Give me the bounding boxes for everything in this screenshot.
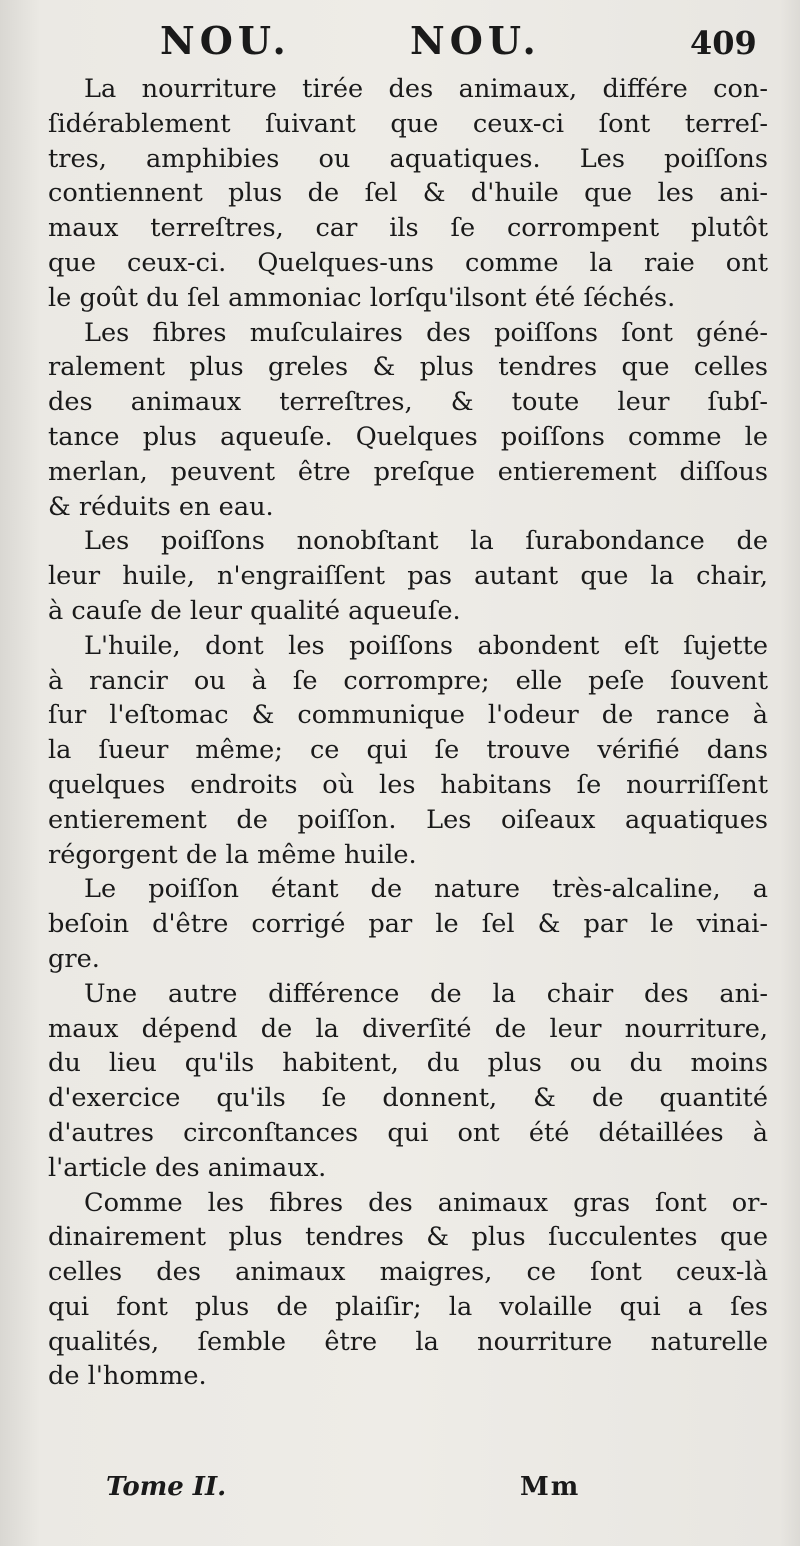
text-line: du lieu qu'ils habitent, du plus ou du moins: [48, 1048, 768, 1079]
paragraph: [48, 316, 768, 525]
page-number: 409: [690, 24, 757, 62]
paragraph: [48, 524, 768, 628]
body-text: [48, 72, 768, 1394]
text-line: Les poiſſons nonobſtant la ſurabondance de: [84, 526, 768, 557]
text-line: qui font plus de plaiſir; la volaille qui a ſes: [48, 1291, 768, 1322]
text-line: tance plus aqueuſe. Quelques poiſſons comme le: [48, 421, 768, 452]
text-line: leur huile, n'engraiſſent pas autant que la chair,: [48, 561, 768, 592]
text-line: la ſueur même; ce qui ſe trouve vérifié dans: [48, 735, 768, 766]
paragraph: [48, 872, 768, 976]
text-line: Une autre différence de la chair des ani-: [84, 978, 768, 1009]
text-line: contiennent plus de ſel & d'huile que les ani-: [48, 178, 768, 209]
text-line: & réduits en eau.: [48, 491, 274, 522]
text-line: ſur l'eſtomac & communique l'odeur de rance à: [48, 700, 768, 731]
text-line: d'exercice qu'ils ſe donnent, & de quantité: [48, 1083, 768, 1114]
text-line: tres, amphibies ou aquatiques. Les poiſſons: [48, 143, 768, 174]
paragraph: [48, 629, 768, 873]
header-right-title: NOU.: [410, 18, 541, 63]
running-header: [0, 18, 800, 70]
text-line: ralement plus greles & plus tendres que celles: [48, 352, 768, 383]
paragraph: [48, 72, 768, 316]
text-line: à rancir ou à ſe corrompre; elle peſe ſouvent: [48, 665, 768, 696]
text-line: que ceux-ci. Quelques-uns comme la raie ont: [48, 247, 768, 278]
text-line: celles des animaux maigres, ce ſont ceux-là: [48, 1257, 768, 1288]
text-line: à cauſe de leur qualité aqueuſe.: [48, 595, 461, 626]
paragraph: [48, 1186, 768, 1395]
text-line: gre.: [48, 943, 100, 974]
text-line: qualités, ſemble être la nourriture naturelle: [48, 1326, 768, 1357]
text-line: d'autres circonſtances qui ont été détaillées à: [48, 1117, 768, 1148]
signature-mark: Mm: [520, 1472, 581, 1502]
text-line: ſidérablement ſuivant que ceux-ci ſont terreſ-: [48, 108, 768, 139]
text-line: beſoin d'être corrigé par le ſel & par le vinai-: [48, 909, 768, 940]
paragraph: [48, 977, 768, 1186]
text-line: dinairement plus tendres & plus ſucculentes que: [48, 1222, 768, 1253]
text-line: Comme les fibres des animaux gras ſont or-: [84, 1187, 768, 1218]
text-line: merlan, peuvent être preſque entierement diſſous: [48, 456, 768, 487]
page-footer: [0, 1472, 800, 1512]
text-line: La nourriture tirée des animaux, différe con-: [84, 74, 768, 104]
text-line: entierement de poiſſon. Les oiſeaux aquatiques: [48, 804, 768, 835]
volume-label: Tome II.: [106, 1472, 227, 1502]
text-line: des animaux terreſtres, & toute leur ſubſ-: [48, 387, 768, 418]
text-line: le goût du ſel ammoniac lorſqu'ilsont été ſéchés.: [48, 282, 676, 313]
header-left-title: NOU.: [160, 18, 291, 63]
text-line: L'huile, dont les poiſſons abondent eſt ſujette: [84, 630, 768, 661]
text-line: régorgent de la même huile.: [48, 839, 417, 870]
text-line: Le poiſſon étant de nature très-alcaline, a: [84, 874, 768, 905]
text-line: quelques endroits où les habitans ſe nourriſſent: [48, 769, 768, 800]
text-line: maux terreſtres, car ils ſe corrompent plutôt: [48, 213, 768, 244]
text-line: Les fibres muſculaires des poiſſons ſont géné-: [84, 317, 768, 348]
text-line: maux dépend de la diverſité de leur nourriture,: [48, 1013, 768, 1044]
text-line: de l'homme.: [48, 1361, 207, 1392]
text-line: l'article des animaux.: [48, 1152, 327, 1183]
